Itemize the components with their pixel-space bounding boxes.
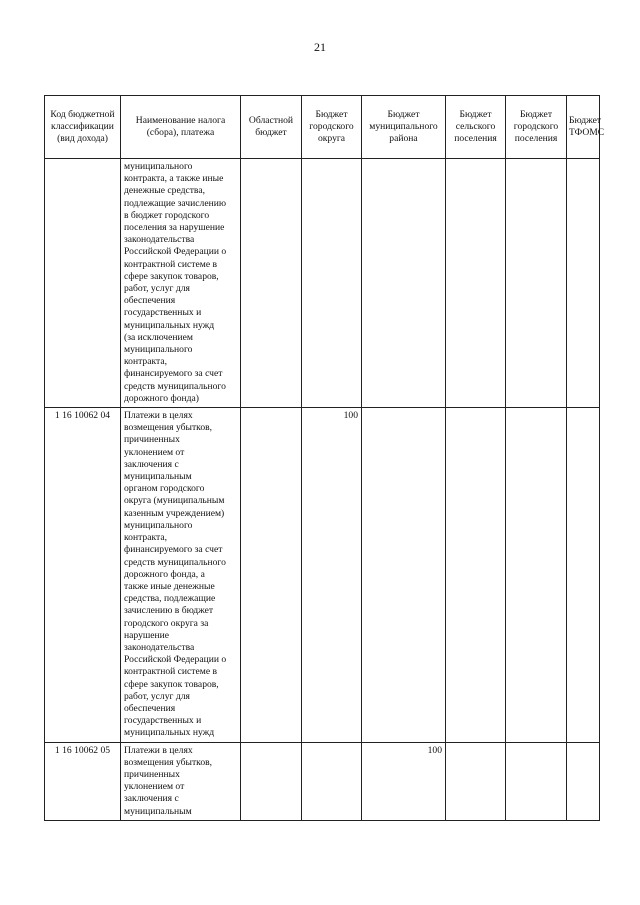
value-municipal-district: 100 [362,742,446,820]
row-name: муниципального контракта, а также иные денежные средства, подлежащие зачислению в бюджет городского поселения за нарушение законодательства Российской Федерации о контрактной системе в сфере закупок товаров, работ, услуг для обеспечения государственных и муниципальных нужд (за исключением муниципального контракта, финансируемого за счет средств муниципального дорожного фонда) [121,159,241,408]
value-rural-settlement [446,742,506,820]
value-municipal-district [362,408,446,742]
value-regional [241,159,302,408]
table-row [45,742,600,820]
value-regional [241,408,302,742]
row-name: Платежи в целях возмещения убытков, причиненных уклонением от заключения с муниципальным [121,742,241,820]
value-city-district [302,742,362,820]
value-rural-settlement [446,408,506,742]
header-urban-settlement-budget: Бюджет городского поселения [506,96,567,159]
value-municipal-district [362,159,446,408]
header-municipal-district-budget: Бюджет муниципального района [362,96,446,159]
table-row [45,159,600,408]
value-tfoms [567,742,600,820]
table-row [45,408,600,742]
value-urban-settlement [506,742,567,820]
value-regional [241,742,302,820]
page-number: 21 [314,40,326,54]
row-code [45,159,121,408]
header-name: Наименование налога (сбора), платежа [121,96,241,159]
row-code: 1 16 10062 04 [45,408,121,742]
value-city-district [302,159,362,408]
value-tfoms [567,159,600,408]
value-urban-settlement [506,159,567,408]
table-header-row [45,96,600,159]
budget-classification-table [44,95,605,821]
value-urban-settlement [506,408,567,742]
value-city-district: 100 [302,408,362,742]
row-name: Платежи в целях возмещения убытков, причиненных уклонением от заключения с муниципальным органом городского округа (муниципальным казенным учреждением) муниципального контракта, финансируемого за счет средств муниципального дорожного фонда, а также иные денежные средства, подлежащие зачислению в бюджет городского округа за нарушение законодательства Российской Федерации о контрактной системе в сфере закупок товаров, работ, услуг для обеспечения государственных и муниципальных нужд [121,408,241,742]
header-city-district-budget: Бюджет городского округа [302,96,362,159]
header-regional-budget: Областной бюджет [241,96,302,159]
header-rural-settlement-budget: Бюджет сельского поселения [446,96,506,159]
header-code: Код бюджетной классификации (вид дохода) [45,96,121,159]
header-tfoms-budget: Бюджет ТФОМС [567,96,600,159]
row-code: 1 16 10062 05 [45,742,121,820]
value-tfoms [567,408,600,742]
value-rural-settlement [446,159,506,408]
